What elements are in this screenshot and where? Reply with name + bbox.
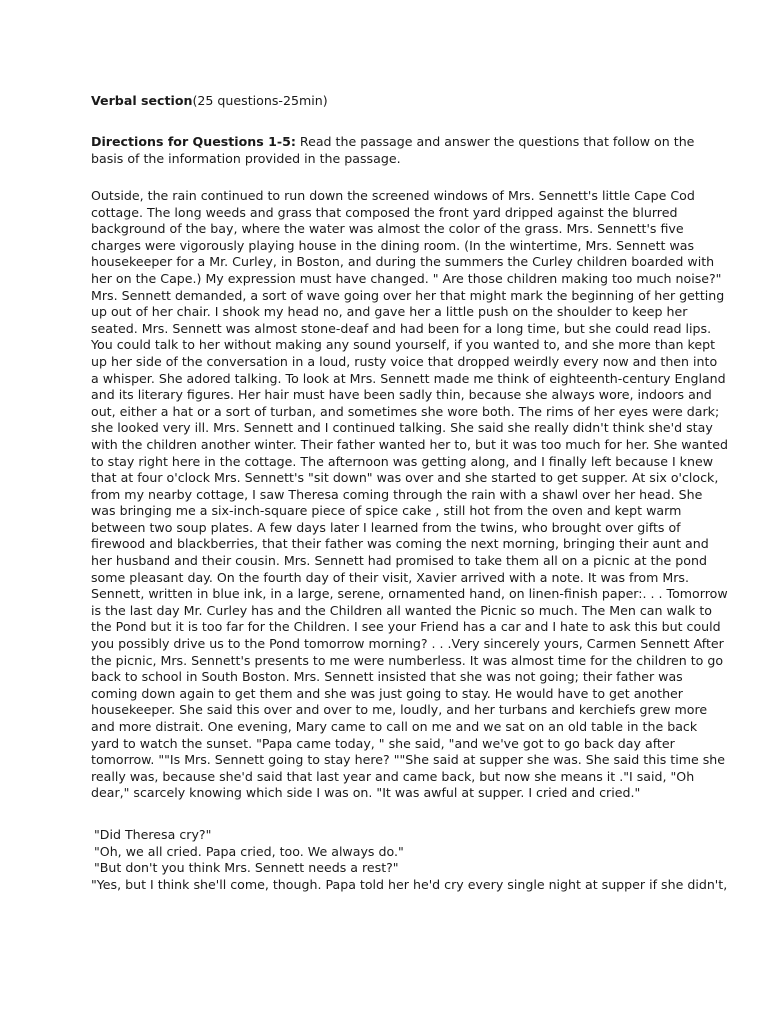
directions-text: Read the passage and answer the questions that follow on the basis of the information provided in the passage.	[91, 134, 695, 166]
directions-paragraph	[91, 134, 728, 167]
dialogue-line: "Did Theresa cry?"	[94, 826, 212, 842]
section-subtitle: (25 questions-25min)	[192, 93, 328, 108]
dialogue-line: "Yes, but I think she'll come, though. Papa told her he'd cry every single night at supper if she didn't,	[91, 876, 728, 892]
directions-label: Directions for Questions 1-5:	[91, 134, 296, 149]
dialogue-line: "But don't you think Mrs. Sennett needs a rest?"	[94, 860, 399, 876]
passage-paragraph: Outside, the rain continued to run down the screened windows of Mrs. Sennett's little Cape Cod cottage. The long weeds and grass that composed the front yard dripped against the blurred background of the bay, where the water was almost the color of the grass. Mrs. Sennett's five charges were vigorously playing house in the dining room. (In the wintertime, Mrs. Sennett was housekeeper for a Mr. Curley, in Boston, and during the summers the Curley children boarded with her on the Cape.) My expression must have changed. " Are those children making too much noise?" Mrs. Sennett demanded, a sort of wave going over her that might mark the beginning of her getting up out of her chair. I shook my head no, and gave her a little push on the shoulder to keep her seated. Mrs. Sennett was almost stone-deaf and had been for a long time, but she could read lips. You could talk to her without making any sound yourself, if you wanted to, and she more than kept up her side of the conversation in a loud, rusty voice that dropped weirdly every now and then into a whisper. She adored talking. To look at Mrs. Sennett made me think of eighteenth-century England and its literary figures. Her hair must have been sadly thin, because she always wore, indoors and out, either a hat or a sort of turban, and sometimes she wore both. The rims of her eyes were dark; she looked very ill. Mrs. Sennett and I continued talking. She said she really didn't think she'd stay with the children another winter. Their father wanted her to, but it was too much for her. She wanted to stay right here in the cottage. The afternoon was getting along, and I finally left because I knew that at four o'clock Mrs. Sennett's "sit down" was over and she started to get supper. At six o'clock, from my nearby cottage, I saw Theresa coming through the rain with a shawl over her head. She was bringing me a six-inch-square piece of spice cake , still hot from the oven and kept warm between two soup plates. A few days later I learned from the twins, who brought over gifts of firewood and blackberries, that their father was coming the next morning, bringing their aunt and her husband and their cousin. Mrs. Sennett had promised to take them all on a picnic at the pond some pleasant day. On the fourth day of their visit, Xavier arrived with a note. It was from Mrs. Sennett, written in blue ink, in a large, serene, ornamented hand, on linen-finish paper:. . . Tomorrow is the last day Mr. Curley has and the Children all wanted the Picnic so much. The Men can walk to the Pond but it is too far for the Children. I see your Friend has a car and I hate to ask this but could you possibly drive us to the Pond tomorrow morning? . . .Very sincerely yours, Carmen Sennett After the picnic, Mrs. Sennett's presents to me were numberless. It was almost time for the children to go back to school in South Boston. Mrs. Sennett insisted that she was not going; their father was coming down again to get them and she was just going to stay. He would have to get another housekeeper. She said this over and over to me, loudly, and her turbans and kerchiefs grew more and more distrait. One evening, Mary came to call on me and we sat on an old table in the back yard to watch the sunset. "Papa came today, " she said, "and we've got to go back day after tomorrow. ""Is Mrs. Sennett going to stay here? ""She said at supper she was. She said this time she really was, because she'd said that last year and came back, but now she means it ."I said, "Oh dear," scarcely knowing which side I was on. "It was awful at supper. I cried and cried."	[91, 188, 728, 801]
dialogue-block	[91, 827, 728, 893]
section-heading	[91, 93, 728, 109]
dialogue-line: "Oh, we all cried. Papa cried, too. We always do."	[94, 843, 404, 859]
section-title: Verbal section	[91, 93, 193, 108]
